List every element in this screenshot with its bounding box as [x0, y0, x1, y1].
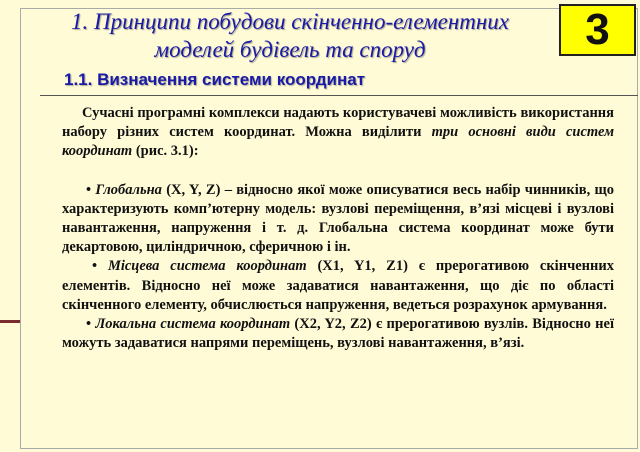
bullet-local-element: [62, 257, 614, 315]
bullet-text: (X, Y, Z) – відносно якої може описуватися весь набір чинників, що характеризують комп’ютерну модель: вузлові переміщення, в’язі місцеві і вузлові навантаження, напруження і т. д. Глобальна система координат може бути декартовою, циліндричною, сферичною і ін.: [62, 181, 614, 256]
bullet-marker: •: [92, 258, 108, 275]
section-heading: 1.1. Визначення системи координат: [64, 70, 366, 89]
intro-paragraph: [62, 104, 614, 162]
bullet-global: [62, 181, 614, 258]
intro-emphasis: три основні види систем координат: [62, 124, 614, 160]
heading-divider: [40, 95, 638, 96]
bullet-term: Місцева система координат: [107, 258, 307, 275]
slide-title: [30, 8, 550, 64]
intro-text: Сучасні програмні комплекси надають користувачеві можливість використання набору різних систем координат. Можна виділити: [62, 105, 614, 141]
slide-title-line2: моделей будівель та споруд: [154, 37, 426, 62]
bullet-marker: •: [86, 316, 96, 333]
body-text: [62, 104, 614, 353]
slide-number-badge: [559, 4, 636, 56]
bullet-text: (X2, Y2, Z2) є прерогативою вузлів. Відносно неї можуть задаватися напрями переміщень, вузлові навантаження, в’язі.: [62, 316, 614, 352]
bullet-term: Глобальна: [95, 181, 162, 198]
bullet-text: (X1, Y1, Z1) є прерогативою скінченних елементів. Відносно неї може задаватися навантаження, що діє по області скінченного елементу, обчислюється напруження, ведеться розрахунок армування.: [62, 258, 614, 313]
bullet-local-node: [62, 315, 614, 353]
left-accent-bar: [0, 320, 20, 323]
intro-text-end: (рис. 3.1):: [132, 143, 199, 160]
slide-number: 3: [585, 5, 610, 54]
bullet-marker: •: [86, 181, 96, 198]
bullet-term: Локальна система координат: [95, 316, 291, 333]
slide-title-line1: 1. Принципи побудови скінченно-елементних: [70, 9, 510, 34]
